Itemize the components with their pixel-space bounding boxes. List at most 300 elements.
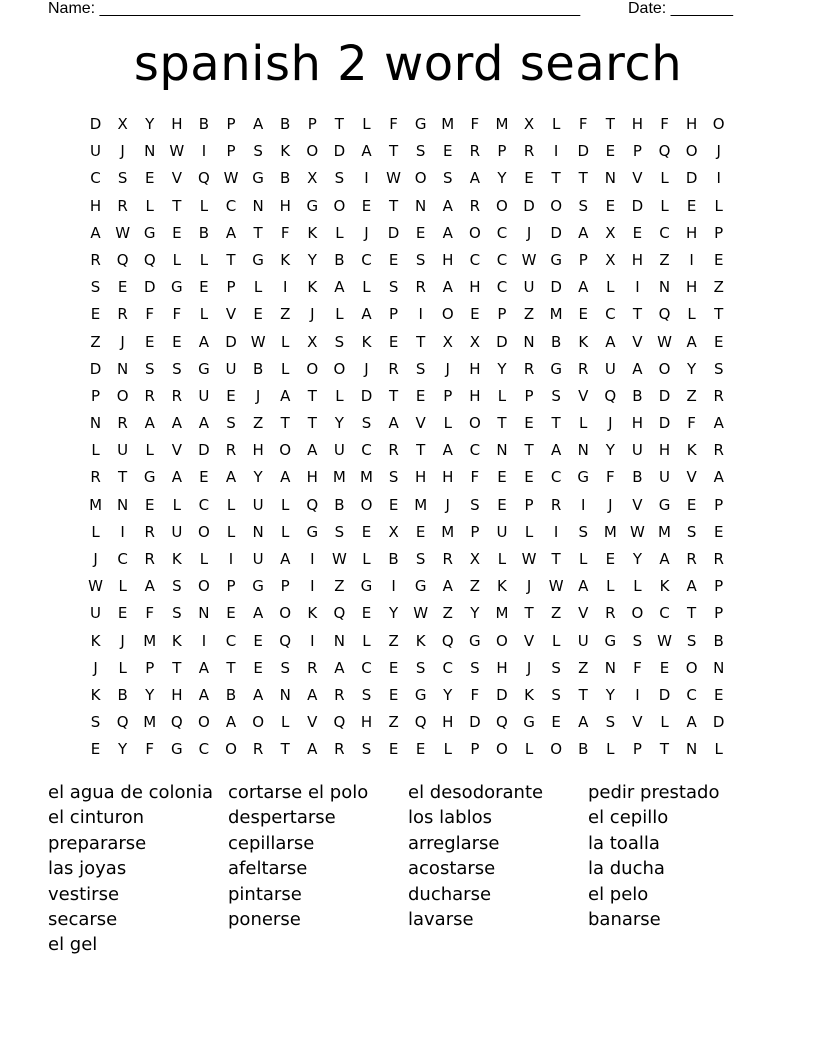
grid-letter: O: [198, 522, 210, 541]
grid-letter: S: [632, 631, 643, 650]
grid-row: [82, 220, 734, 247]
grid-letter: T: [253, 223, 263, 242]
grid-letter: S: [361, 414, 372, 433]
grid-letter: V: [578, 386, 589, 405]
grid-letter: E: [253, 658, 263, 677]
grid-letter: U: [631, 441, 643, 460]
grid-letter: Z: [90, 332, 101, 351]
grid-letter: A: [252, 685, 264, 704]
grid-letter: L: [606, 278, 615, 297]
grid-letter: J: [310, 305, 315, 324]
grid-letter: Z: [442, 604, 453, 623]
grid-letter: L: [714, 740, 723, 759]
grid-letter: N: [713, 658, 725, 677]
grid-letter: T: [551, 414, 561, 433]
grid-letter: A: [713, 414, 724, 433]
grid-letter: K: [307, 278, 318, 297]
grid-letter: F: [660, 115, 669, 133]
grid-letter: U: [577, 631, 589, 650]
grid-letter: D: [143, 278, 156, 297]
grid-letter: S: [172, 577, 182, 596]
grid-letter: J: [526, 577, 532, 596]
grid-letter: T: [307, 414, 317, 433]
grid-letter: X: [388, 522, 399, 541]
grid-letter: Q: [333, 713, 346, 732]
grid-letter: N: [89, 414, 102, 433]
search-word: pintarse: [228, 883, 302, 905]
grid-letter: R: [686, 550, 697, 568]
grid-letter: D: [577, 142, 590, 161]
grid-letter: T: [578, 685, 588, 704]
grid-letter: W: [386, 169, 401, 188]
grid-letter: H: [496, 658, 508, 677]
grid-letter: K: [524, 685, 534, 704]
grid-letter: A: [144, 577, 155, 596]
search-word: despertarse: [228, 807, 336, 829]
grid-letter: I: [282, 278, 288, 297]
grid-letter: P: [226, 577, 236, 596]
grid-letter: P: [226, 142, 236, 161]
grid-letter: L: [633, 577, 642, 596]
grid-letter: H: [279, 196, 291, 215]
grid-letter: A: [198, 685, 210, 704]
grid-letter: C: [198, 495, 210, 514]
grid-letter: R: [117, 414, 128, 433]
grid-letter: N: [523, 332, 535, 351]
grid-letter: B: [252, 359, 264, 378]
grid-row: [82, 736, 734, 763]
grid-letter: N: [279, 685, 291, 704]
grid-letter: M: [495, 604, 509, 623]
grid-letter: A: [659, 550, 670, 568]
grid-letter: I: [418, 305, 423, 324]
grid-letter: G: [550, 359, 562, 378]
grid-letter: T: [307, 386, 317, 405]
grid-letter: G: [143, 223, 156, 242]
grid-letter: E: [361, 604, 372, 623]
grid-letter: I: [364, 169, 369, 188]
grid-letter: A: [686, 577, 697, 596]
grid-letter: W: [548, 577, 564, 596]
grid-letter: C: [469, 441, 481, 460]
grid-letter: W: [657, 631, 672, 650]
grid-letter: O: [468, 414, 481, 433]
grid-letter: F: [145, 305, 155, 324]
grid-letter: A: [307, 740, 318, 759]
grid-letter: Y: [307, 250, 317, 269]
name-field: Name: ______________________________________________________: [48, 0, 581, 17]
grid-letter: Y: [145, 115, 155, 133]
grid-letter: O: [712, 115, 725, 133]
grid-letter: E: [226, 604, 236, 623]
grid-letter: A: [225, 223, 237, 242]
grid-letter: A: [686, 713, 697, 732]
grid-letter: N: [117, 495, 129, 514]
grid-letter: A: [632, 359, 643, 378]
grid-letter: Y: [253, 468, 263, 487]
search-word: cortarse el polo: [228, 782, 369, 803]
grid-letter: X: [117, 115, 128, 133]
grid-letter: G: [171, 740, 183, 759]
grid-letter: D: [469, 713, 481, 732]
grid-letter: P: [497, 142, 507, 161]
grid-letter: R: [117, 196, 128, 215]
grid-letter: U: [523, 278, 535, 297]
grid-row: [82, 165, 734, 192]
grid-letter: E: [388, 685, 399, 704]
grid-letter: P: [632, 740, 642, 759]
grid-letter: C: [496, 250, 508, 269]
grid-letter: A: [171, 414, 182, 433]
grid-letter: F: [606, 468, 615, 487]
search-word: secarse: [48, 909, 118, 931]
grid-letter: J: [120, 332, 125, 351]
grid-letter: L: [145, 196, 154, 215]
grid-letter: S: [334, 332, 345, 351]
grid-letter: S: [415, 550, 426, 568]
grid-letter: T: [280, 414, 290, 433]
grid-letter: E: [605, 142, 616, 161]
search-word: pedir prestado: [588, 782, 720, 803]
grid-letter: R: [388, 359, 399, 378]
grid-letter: O: [333, 359, 346, 378]
grid-letter: E: [632, 223, 643, 242]
grid-letter: C: [659, 604, 670, 623]
grid-letter: J: [364, 223, 369, 242]
grid-letter: P: [524, 495, 534, 514]
search-word: afeltarse: [228, 858, 308, 880]
grid-letter: I: [201, 631, 207, 650]
grid-row: [82, 464, 734, 491]
grid-letter: A: [551, 441, 562, 460]
grid-letter: L: [199, 550, 209, 568]
search-word: el desodorante: [408, 782, 544, 803]
grid-letter: O: [252, 713, 265, 732]
grid-letter: V: [171, 169, 182, 188]
grid-letter: O: [468, 223, 481, 242]
grid-letter: E: [713, 522, 724, 541]
grid-letter: Y: [118, 740, 128, 759]
grid-letter: F: [578, 115, 588, 133]
word-column-4: [588, 780, 768, 932]
grid-letter: N: [144, 142, 156, 161]
grid-letter: A: [686, 332, 697, 351]
grid-letter: O: [306, 142, 319, 161]
grid-letter: L: [687, 305, 696, 324]
grid-letter: I: [716, 169, 721, 188]
grid-letter: H: [442, 468, 454, 487]
grid-letter: E: [443, 142, 453, 161]
grid-letter: R: [713, 441, 724, 460]
search-word: prepararse: [48, 832, 147, 854]
grid-letter: J: [120, 142, 125, 161]
grid-letter: L: [362, 631, 371, 650]
grid-row: [82, 546, 734, 573]
grid-letter: E: [470, 305, 480, 324]
grid-letter: L: [524, 522, 534, 541]
grid-letter: S: [551, 386, 561, 405]
grid-letter: D: [360, 386, 373, 405]
grid-letter: A: [334, 658, 345, 677]
grid-letter: I: [581, 495, 586, 514]
grid-letter: B: [388, 550, 399, 568]
grid-letter: V: [523, 631, 535, 650]
grid-letter: J: [608, 495, 613, 514]
grid-letter: O: [496, 631, 508, 650]
grid-letter: V: [632, 713, 643, 732]
grid-letter: Z: [334, 577, 345, 596]
grid-letter: H: [631, 414, 644, 433]
grid-letter: P: [226, 115, 236, 133]
grid-letter: B: [117, 685, 128, 704]
grid-letter: E: [524, 468, 534, 487]
grid-row: [82, 301, 734, 328]
grid-letter: M: [495, 115, 509, 133]
grid-letter: W: [521, 550, 537, 568]
grid-letter: O: [631, 604, 644, 623]
grid-letter: E: [388, 250, 399, 269]
grid-letter: L: [199, 196, 209, 215]
grid-letter: U: [496, 522, 508, 541]
grid-letter: F: [470, 468, 480, 487]
grid-letter: M: [360, 468, 373, 487]
grid-letter: W: [331, 550, 347, 568]
grid-letter: F: [470, 685, 480, 704]
grid-letter: N: [577, 441, 589, 460]
grid-letter: A: [198, 332, 210, 351]
grid-letter: J: [120, 631, 125, 650]
grid-letter: J: [526, 223, 532, 242]
grid-letter: P: [714, 223, 724, 242]
grid-letter: I: [635, 685, 640, 704]
grid-letter: R: [469, 196, 481, 215]
grid-letter: A: [361, 305, 372, 324]
grid-letter: N: [252, 522, 264, 541]
search-word: banarse: [588, 909, 661, 931]
grid-letter: O: [198, 713, 210, 732]
grid-letter: T: [687, 604, 697, 623]
grid-letter: L: [335, 305, 344, 324]
grid-letter: U: [252, 550, 264, 568]
grid-letter: Z: [659, 250, 670, 269]
grid-letter: L: [253, 278, 263, 297]
grid-letter: L: [551, 631, 561, 650]
grid-letter: V: [632, 169, 643, 188]
grid-letter: L: [172, 495, 181, 514]
grid-letter: O: [441, 305, 454, 324]
grid-letter: C: [496, 278, 508, 297]
grid-letter: E: [713, 685, 724, 704]
grid-letter: G: [306, 522, 319, 541]
grid-letter: Y: [687, 359, 697, 378]
grid-letter: D: [225, 332, 237, 351]
grid-letter: Q: [116, 713, 129, 732]
grid-letter: E: [415, 386, 426, 405]
grid-letter: F: [389, 115, 398, 133]
grid-letter: E: [388, 658, 399, 677]
grid-letter: S: [415, 142, 426, 161]
grid-letter: Q: [496, 713, 508, 732]
grid-letter: S: [361, 685, 372, 704]
grid-letter: S: [334, 169, 345, 188]
grid-letter: E: [686, 495, 697, 514]
grid-letter: A: [307, 441, 318, 460]
grid-letter: T: [280, 740, 290, 759]
grid-letter: Q: [306, 495, 319, 514]
grid-letter: L: [91, 441, 100, 460]
grid-letter: K: [280, 250, 291, 269]
grid-letter: E: [144, 495, 155, 514]
grid-letter: O: [550, 196, 563, 215]
grid-letter: V: [415, 414, 426, 433]
grid-letter: C: [442, 658, 453, 677]
grid-letter: D: [523, 196, 535, 215]
grid-letter: L: [281, 522, 290, 541]
grid-letter: I: [120, 522, 125, 541]
grid-letter: R: [334, 685, 345, 704]
grid-letter: A: [605, 332, 616, 351]
grid-letter: E: [361, 522, 372, 541]
grid-letter: M: [441, 522, 455, 541]
search-word: el pelo: [588, 883, 649, 905]
grid-letter: C: [225, 196, 237, 215]
grid-letter: U: [659, 468, 670, 487]
grid-letter: J: [364, 359, 369, 378]
grid-letter: K: [90, 685, 101, 704]
grid-letter: L: [226, 495, 236, 514]
grid-letter: E: [415, 522, 426, 541]
grid-letter: Z: [469, 577, 480, 596]
grid-letter: Q: [604, 386, 617, 405]
grid-letter: C: [469, 250, 481, 269]
word-column-1: [48, 780, 228, 958]
grid-row: [82, 193, 734, 220]
grid-letter: S: [551, 658, 561, 677]
grid-letter: H: [252, 441, 264, 460]
grid-letter: R: [252, 740, 264, 759]
grid-letter: A: [578, 278, 589, 297]
grid-letter: J: [445, 359, 450, 378]
grid-letter: V: [632, 495, 643, 514]
grid-letter: P: [307, 115, 317, 133]
grid-letter: P: [145, 658, 155, 677]
grid-letter: X: [523, 115, 535, 133]
grid-letter: G: [550, 250, 562, 269]
grid-letter: O: [685, 142, 698, 161]
grid-letter: R: [713, 550, 724, 568]
grid-letter: V: [307, 713, 318, 732]
grid-letter: O: [279, 604, 292, 623]
grid-letter: Y: [497, 359, 507, 378]
grid-letter: T: [416, 332, 426, 351]
grid-letter: L: [579, 550, 588, 568]
grid-letter: U: [90, 604, 102, 623]
grid-letter: Q: [170, 713, 183, 732]
grid-letter: T: [714, 305, 724, 324]
grid-letter: N: [333, 631, 345, 650]
grid-letter: D: [658, 386, 671, 405]
grid-letter: H: [171, 115, 183, 133]
grid-letter: I: [689, 250, 694, 269]
grid-letter: Y: [145, 685, 155, 704]
grid-letter: A: [198, 658, 210, 677]
grid-row: [82, 628, 734, 655]
grid-letter: E: [388, 332, 399, 351]
grid-letter: A: [334, 278, 345, 297]
grid-letter: Y: [388, 604, 399, 623]
grid-letter: D: [387, 223, 400, 242]
grid-letter: I: [391, 577, 396, 596]
grid-letter: M: [549, 305, 563, 324]
grid-letter: G: [577, 468, 590, 487]
grid-letter: M: [332, 468, 346, 487]
grid-letter: F: [172, 305, 182, 324]
grid-letter: Y: [605, 685, 615, 704]
grid-letter: L: [714, 196, 723, 215]
grid-letter: S: [361, 740, 372, 759]
grid-letter: Q: [414, 713, 427, 732]
grid-letter: T: [497, 414, 507, 433]
grid-row: [82, 410, 734, 437]
grid-letter: O: [279, 441, 292, 460]
grid-letter: L: [497, 550, 507, 568]
grid-letter: S: [605, 713, 616, 732]
grid-letter: S: [686, 522, 697, 541]
grid-letter: T: [632, 305, 642, 324]
grid-letter: P: [524, 386, 534, 405]
grid-letter: Q: [658, 305, 671, 324]
grid-letter: E: [199, 468, 209, 487]
grid-row: [82, 600, 734, 627]
grid-letter: D: [658, 414, 671, 433]
grid-letter: R: [578, 359, 589, 378]
grid-letter: G: [252, 577, 264, 596]
grid-row: [82, 655, 734, 682]
grid-letter: C: [659, 223, 670, 242]
grid-letter: E: [497, 495, 507, 514]
grid-letter: F: [470, 115, 480, 133]
grid-letter: G: [604, 631, 617, 650]
grid-letter: Z: [388, 631, 399, 650]
grid-letter: L: [335, 223, 344, 242]
grid-letter: Y: [605, 441, 615, 460]
search-word: lavarse: [408, 909, 474, 931]
grid-letter: H: [469, 278, 481, 297]
grid-letter: L: [579, 414, 588, 433]
grid-letter: A: [280, 550, 291, 568]
grid-letter: R: [442, 550, 453, 568]
grid-letter: T: [551, 169, 561, 188]
grid-letter: G: [414, 685, 427, 704]
grid-row: [82, 519, 734, 546]
grid-letter: Y: [443, 685, 453, 704]
grid-letter: S: [90, 713, 101, 732]
grid-letter: O: [306, 359, 319, 378]
grid-letter: K: [659, 577, 670, 596]
grid-letter: A: [225, 713, 237, 732]
grid-letter: E: [144, 169, 155, 188]
grid-letter: S: [172, 359, 182, 378]
grid-letter: T: [334, 115, 344, 133]
grid-letter: A: [307, 685, 318, 704]
grid-letter: G: [523, 713, 535, 732]
grid-letter: X: [307, 332, 318, 351]
grid-letter: Q: [333, 604, 346, 623]
grid-letter: E: [199, 278, 209, 297]
grid-letter: A: [578, 713, 589, 732]
grid-letter: U: [171, 522, 183, 541]
grid-letter: P: [470, 740, 480, 759]
